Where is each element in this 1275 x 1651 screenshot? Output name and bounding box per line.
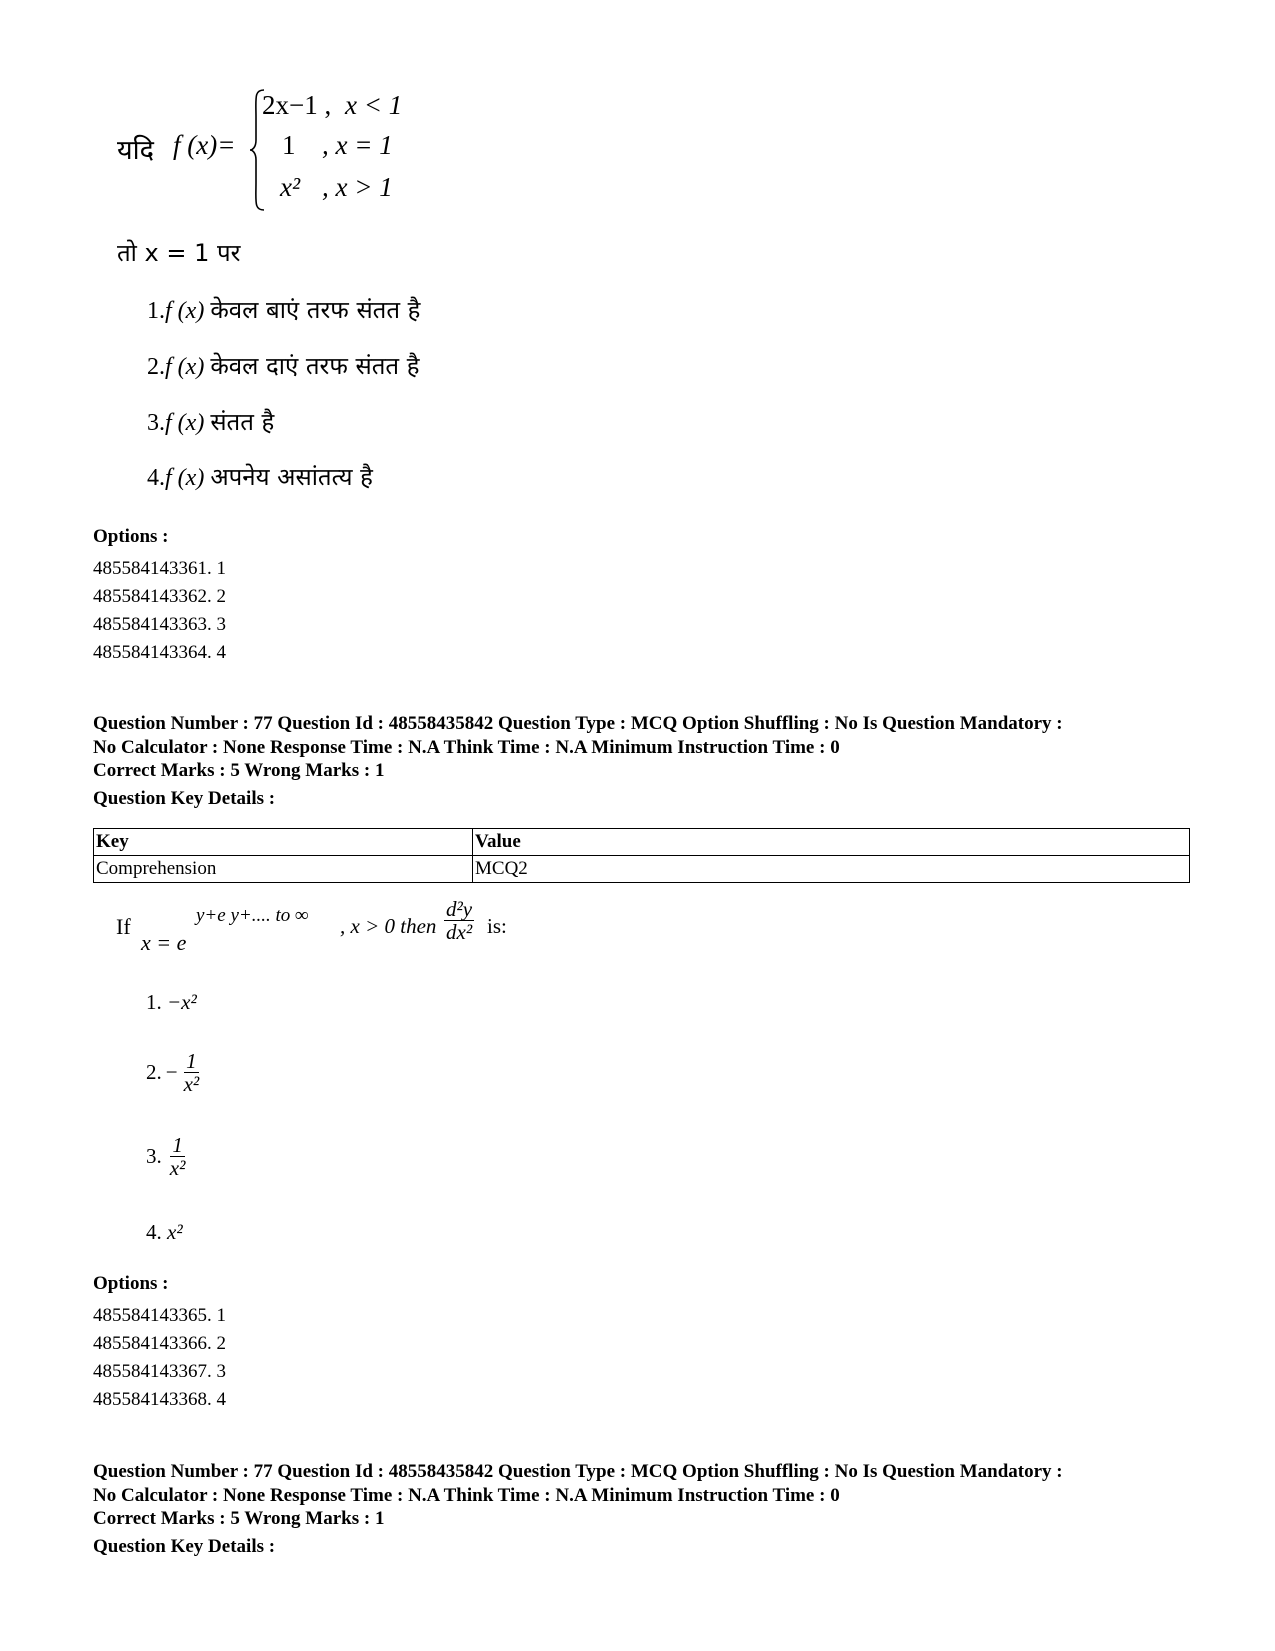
choice-fraction: [168, 1134, 188, 1179]
q77-options-label: Options :: [93, 1273, 169, 1294]
option-item: 485584143366. 2: [93, 1333, 226, 1354]
option-item: 485584143367. 3: [93, 1361, 226, 1382]
table-cell-value: MCQ2: [473, 856, 1190, 883]
statement-text: केवल बाएं तरफ संतत है: [210, 296, 421, 324]
table-header-row: [94, 829, 1190, 856]
derivative-numerator: d²y: [446, 897, 473, 921]
choice-fraction: [182, 1050, 202, 1095]
statement-fx: f (x): [165, 410, 205, 436]
choice-number: 4.: [146, 1220, 162, 1244]
table-cell-key: Comprehension: [94, 856, 473, 883]
q77-choice-1: [146, 990, 197, 1015]
fraction-denominator: x²: [183, 1072, 200, 1097]
q77b-meta-line-2: No Calculator : None Response Time : N.A Think Time : N.A Minimum Instruction Time : 0: [93, 1485, 840, 1506]
q77b-marks: Correct Marks : 5 Wrong Marks : 1: [93, 1508, 385, 1529]
q77-marks: Correct Marks : 5 Wrong Marks : 1: [93, 760, 385, 781]
statement-number: 1.: [147, 298, 165, 324]
q77-choice-3: [146, 1134, 187, 1179]
fraction-denominator: x²: [169, 1156, 186, 1181]
statement-fx: f (x): [165, 354, 205, 380]
q77-meta-line-2: No Calculator : None Response Time : N.A Think Time : N.A Minimum Instruction Time : 0: [93, 737, 840, 758]
q76-case-3-expr: x²: [280, 172, 301, 202]
q77-key-details-table: [93, 828, 1190, 883]
statement-fx: f (x): [165, 298, 205, 324]
statement-number: 4.: [147, 465, 165, 491]
option-item: 485584143361. 1: [93, 558, 226, 579]
q76-statement-4: [147, 460, 373, 493]
q76-if-word: यदि: [117, 135, 154, 166]
q77b-meta: [93, 1460, 1193, 1508]
statement-text: अपनेय असांतत्य है: [210, 463, 373, 491]
q77-if-word: If: [116, 914, 131, 939]
q76-statement-2: [147, 349, 419, 382]
q76-case-2-cond: , x = 1: [322, 130, 393, 160]
q77-key-details-label: Question Key Details :: [93, 788, 276, 809]
fraction-numerator: 1: [186, 1049, 197, 1073]
q76-case-2-expr: 1: [282, 130, 296, 160]
q77-is-word: is:: [487, 914, 507, 938]
option-item: 485584143365. 1: [93, 1305, 226, 1326]
derivative-denominator: dx²: [446, 920, 473, 945]
fraction-numerator: 1: [172, 1133, 183, 1157]
choice-sign: −: [165, 1060, 178, 1085]
q77-meta-line-1: Question Number : 77 Question Id : 48558435842 Question Type : MCQ Option Shuffling : No Is Question Mandatory :: [93, 713, 1063, 734]
q77-x-equals: x = e: [141, 930, 187, 955]
table-header-key: Key: [94, 829, 473, 856]
option-item: 485584143362. 2: [93, 586, 226, 607]
choice-text: x²: [167, 1220, 183, 1244]
choice-text: −x²: [167, 990, 197, 1014]
table-row: [94, 856, 1190, 883]
q77-meta: [93, 712, 1193, 760]
q76-case-1-cond: x < 1: [345, 90, 403, 120]
q76-options-label: Options :: [93, 526, 169, 547]
q77b-meta-line-1: Question Number : 77 Question Id : 48558435842 Question Type : MCQ Option Shuffling : No Is Question Mandatory :: [93, 1461, 1063, 1482]
q77-choice-4: [146, 1220, 183, 1245]
q77-options-list: [93, 1302, 226, 1414]
option-item: 485584143368. 4: [93, 1389, 226, 1410]
option-item: 485584143363. 3: [93, 614, 226, 635]
q77-condition: , x > 0 then: [340, 914, 437, 938]
q76-case-1-expr: 2x−1 ,: [262, 90, 332, 120]
table-header-value: Value: [473, 829, 1190, 856]
q77-choice-2: [146, 1050, 201, 1095]
choice-number: 3.: [146, 1144, 162, 1169]
q76-statement-1: [147, 293, 420, 326]
statement-text: संतत है: [210, 408, 275, 436]
choice-number: 1.: [146, 990, 162, 1014]
statement-number: 2.: [147, 354, 165, 380]
q77-derivative: [444, 898, 474, 943]
q76-case-3-cond: , x > 1: [322, 172, 393, 202]
statement-fx: f (x): [165, 465, 205, 491]
q77b-key-details-label: Question Key Details :: [93, 1536, 276, 1557]
q76-then-text: तो x = 1 पर: [117, 239, 241, 267]
q76-function-lhs: f (x)=: [173, 130, 236, 160]
statement-text: केवल दाएं तरफ संतत है: [210, 352, 420, 380]
choice-number: 2.: [146, 1060, 162, 1085]
statement-number: 3.: [147, 410, 165, 436]
q76-options-list: [93, 555, 226, 667]
option-item: 485584143364. 4: [93, 642, 226, 663]
q76-statement-3: [147, 405, 274, 438]
q77-exponent: y+e y+.... to ∞: [196, 905, 309, 926]
